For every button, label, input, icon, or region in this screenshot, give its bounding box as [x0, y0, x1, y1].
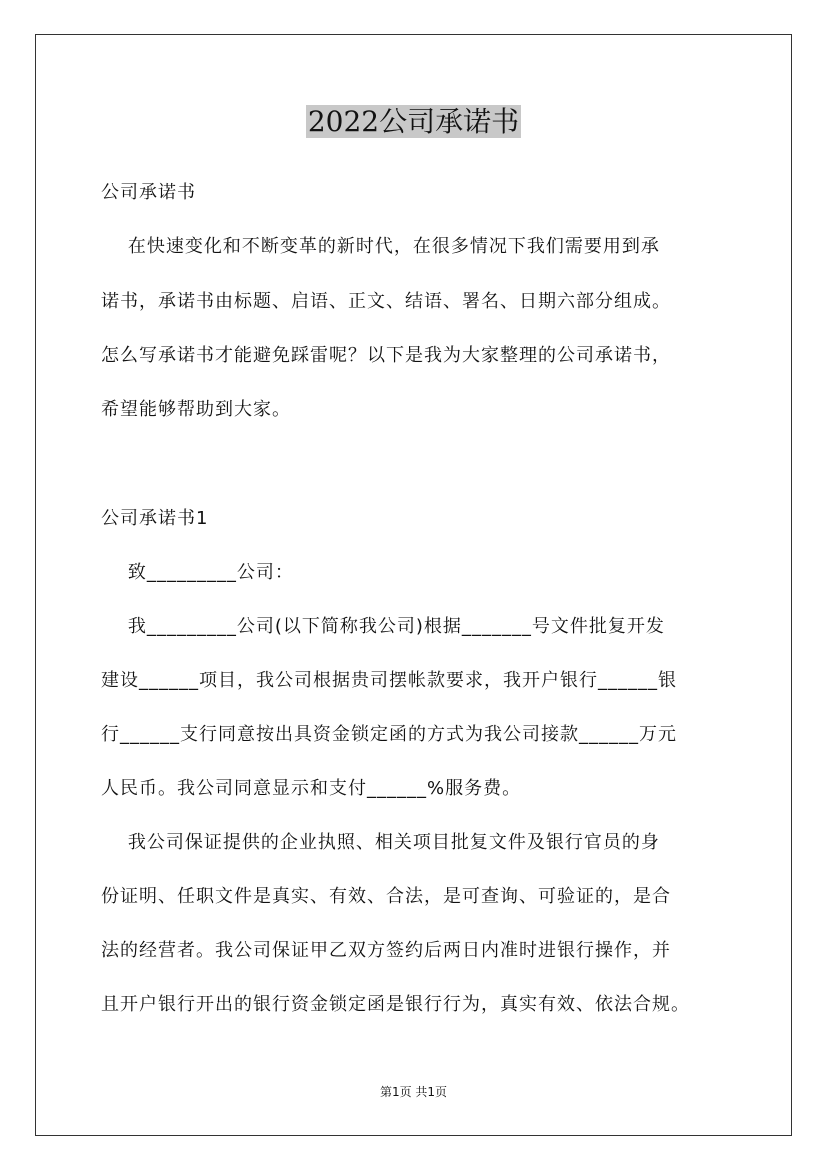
paragraph-line: 行______支行同意按出具资金锁定函的方式为我公司接款______万元 — [101, 724, 677, 745]
paragraph-line: 份证明、任职文件是真实、有效、合法，是可查询、可验证的，是合 — [101, 886, 671, 907]
page-footer: 第1页 共1页 — [379, 1085, 448, 1099]
paragraph-line: 人民币。我公司同意显示和支付______%服务费。 — [101, 778, 522, 799]
paragraph-line: 诺书，承诺书由标题、启语、正文、结语、署名、日期六部分组成。 — [101, 291, 671, 312]
document-title: 2022公司承诺书 — [307, 105, 520, 138]
document-title-container — [0, 102, 827, 142]
paragraph-line: 致_________公司： — [101, 562, 294, 583]
paragraph-line: 建设______项目，我公司根据贵司摆帐款要求，我开户银行______银 — [101, 670, 677, 691]
paragraph-line: 在快速变化和不断变革的新时代，在很多情况下我们需要用到承 — [101, 236, 660, 257]
paragraph-line: 我_________公司(以下简称我公司)根据_______号文件批复开发 — [101, 616, 665, 637]
heading-line: 公司承诺书 — [101, 182, 196, 203]
section-heading: 公司承诺书1 — [101, 508, 209, 529]
paragraph-line: 法的经营者。我公司保证甲乙双方签约后两日内准时进银行操作，并 — [101, 940, 671, 961]
paragraph-line: 希望能够帮助到大家。 — [101, 399, 291, 420]
paragraph-line: 怎么写承诺书才能避免踩雷呢？以下是我为大家整理的公司承诺书， — [101, 345, 671, 366]
paragraph-line: 且开户银行开出的银行资金锁定函是银行行为，真实有效、依法合规。 — [101, 994, 690, 1015]
paragraph-line: 我公司保证提供的企业执照、相关项目批复文件及银行官员的身 — [101, 832, 660, 853]
